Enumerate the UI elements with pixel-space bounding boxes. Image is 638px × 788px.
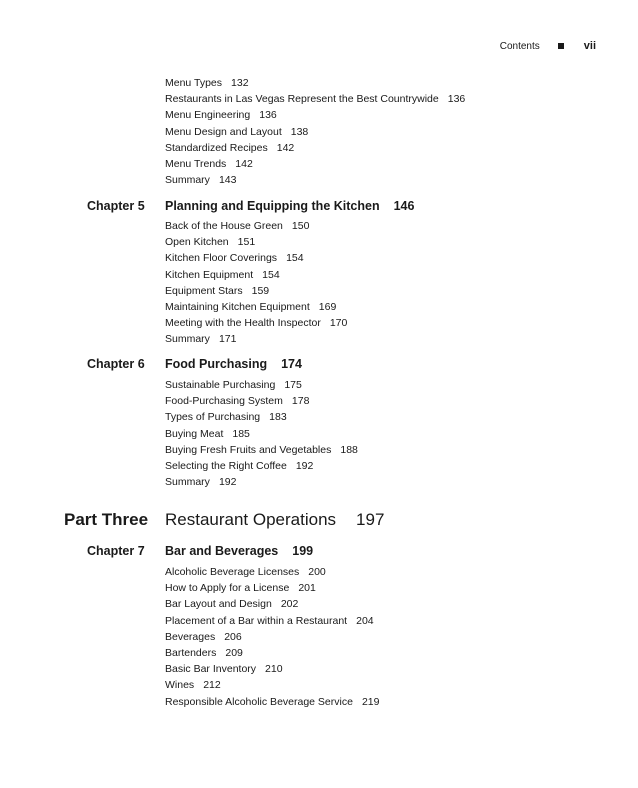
toc-entry[interactable]: Menu Trends 142 (165, 158, 253, 171)
toc-entry[interactable]: Wines 212 (165, 679, 221, 692)
running-head-title: Contents (499, 40, 540, 52)
toc-entry[interactable]: Summary 171 (165, 333, 237, 346)
toc-entry[interactable]: Menu Design and Layout 138 (165, 125, 309, 138)
chapter-7-heading[interactable]: Bar and Beverages 199 (165, 544, 314, 558)
chapter-5-entries (165, 218, 347, 348)
toc-entry[interactable]: Buying Fresh Fruits and Vegetables 188 (165, 443, 358, 456)
chapter-6-label: Chapter 6 (87, 357, 145, 371)
chapter-7-entries (165, 564, 379, 710)
toc-entry[interactable]: Menu Engineering 136 (165, 109, 277, 122)
toc-entry[interactable]: How to Apply for a License 201 (165, 582, 316, 595)
toc-entry[interactable]: Meeting with the Health Inspector 170 (165, 317, 348, 330)
toc-entry[interactable]: Placement of a Bar within a Restaurant 204 (165, 614, 374, 627)
toc-entry[interactable]: Beverages 206 (165, 630, 242, 643)
toc-entry[interactable]: Maintaining Kitchen Equipment 169 (165, 301, 337, 314)
toc-entry[interactable]: Restaurants in Las Vegas Represent the Best Countrywide 136 (165, 93, 466, 106)
toc-entries-continued (165, 75, 465, 188)
chapter-5-label: Chapter 5 (87, 199, 145, 213)
toc-entry[interactable]: Equipment Stars 159 (165, 284, 270, 297)
toc-entry[interactable]: Selecting the Right Coffee 192 (165, 460, 314, 473)
toc-entry[interactable]: Food-Purchasing System 178 (165, 395, 310, 408)
chapter-6-heading[interactable]: Food Purchasing 174 (165, 357, 302, 371)
chapter-5-heading[interactable]: Planning and Equipping the Kitchen 146 (165, 199, 415, 213)
toc-entry[interactable]: Open Kitchen 151 (165, 236, 256, 249)
toc-entry[interactable]: Kitchen Floor Coverings 154 (165, 252, 304, 265)
part-three-heading[interactable]: Restaurant Operations 197 (165, 510, 385, 529)
page-number: vii (583, 40, 596, 52)
toc-entry[interactable]: Back of the House Green 150 (165, 220, 310, 232)
toc-entry[interactable]: Summary 192 (165, 476, 237, 489)
part-three-label: Part Three (64, 510, 149, 529)
toc-entry[interactable]: Basic Bar Inventory 210 (165, 663, 283, 676)
toc-entry[interactable]: Bartenders 209 (165, 647, 243, 660)
toc-entry[interactable]: Responsible Alcoholic Beverage Service 219 (165, 695, 380, 708)
running-head (500, 40, 596, 52)
toc-entry[interactable]: Types of Purchasing 183 (165, 411, 287, 424)
toc-entry[interactable]: Summary 143 (165, 174, 237, 187)
chapter-7-label: Chapter 7 (87, 544, 145, 558)
square-bullet-icon (558, 43, 564, 49)
toc-entry[interactable]: Menu Types 132 (165, 77, 249, 89)
toc-entry[interactable]: Bar Layout and Design 202 (165, 598, 299, 611)
chapter-6-entries (165, 377, 358, 490)
toc-entry[interactable]: Standardized Recipes 142 (165, 141, 295, 154)
toc-entry[interactable]: Kitchen Equipment 154 (165, 268, 280, 281)
toc-entry[interactable]: Alcoholic Beverage Licenses 200 (165, 566, 326, 578)
toc-entry[interactable]: Sustainable Purchasing 175 (165, 379, 302, 391)
toc-entry[interactable]: Buying Meat 185 (165, 427, 250, 440)
